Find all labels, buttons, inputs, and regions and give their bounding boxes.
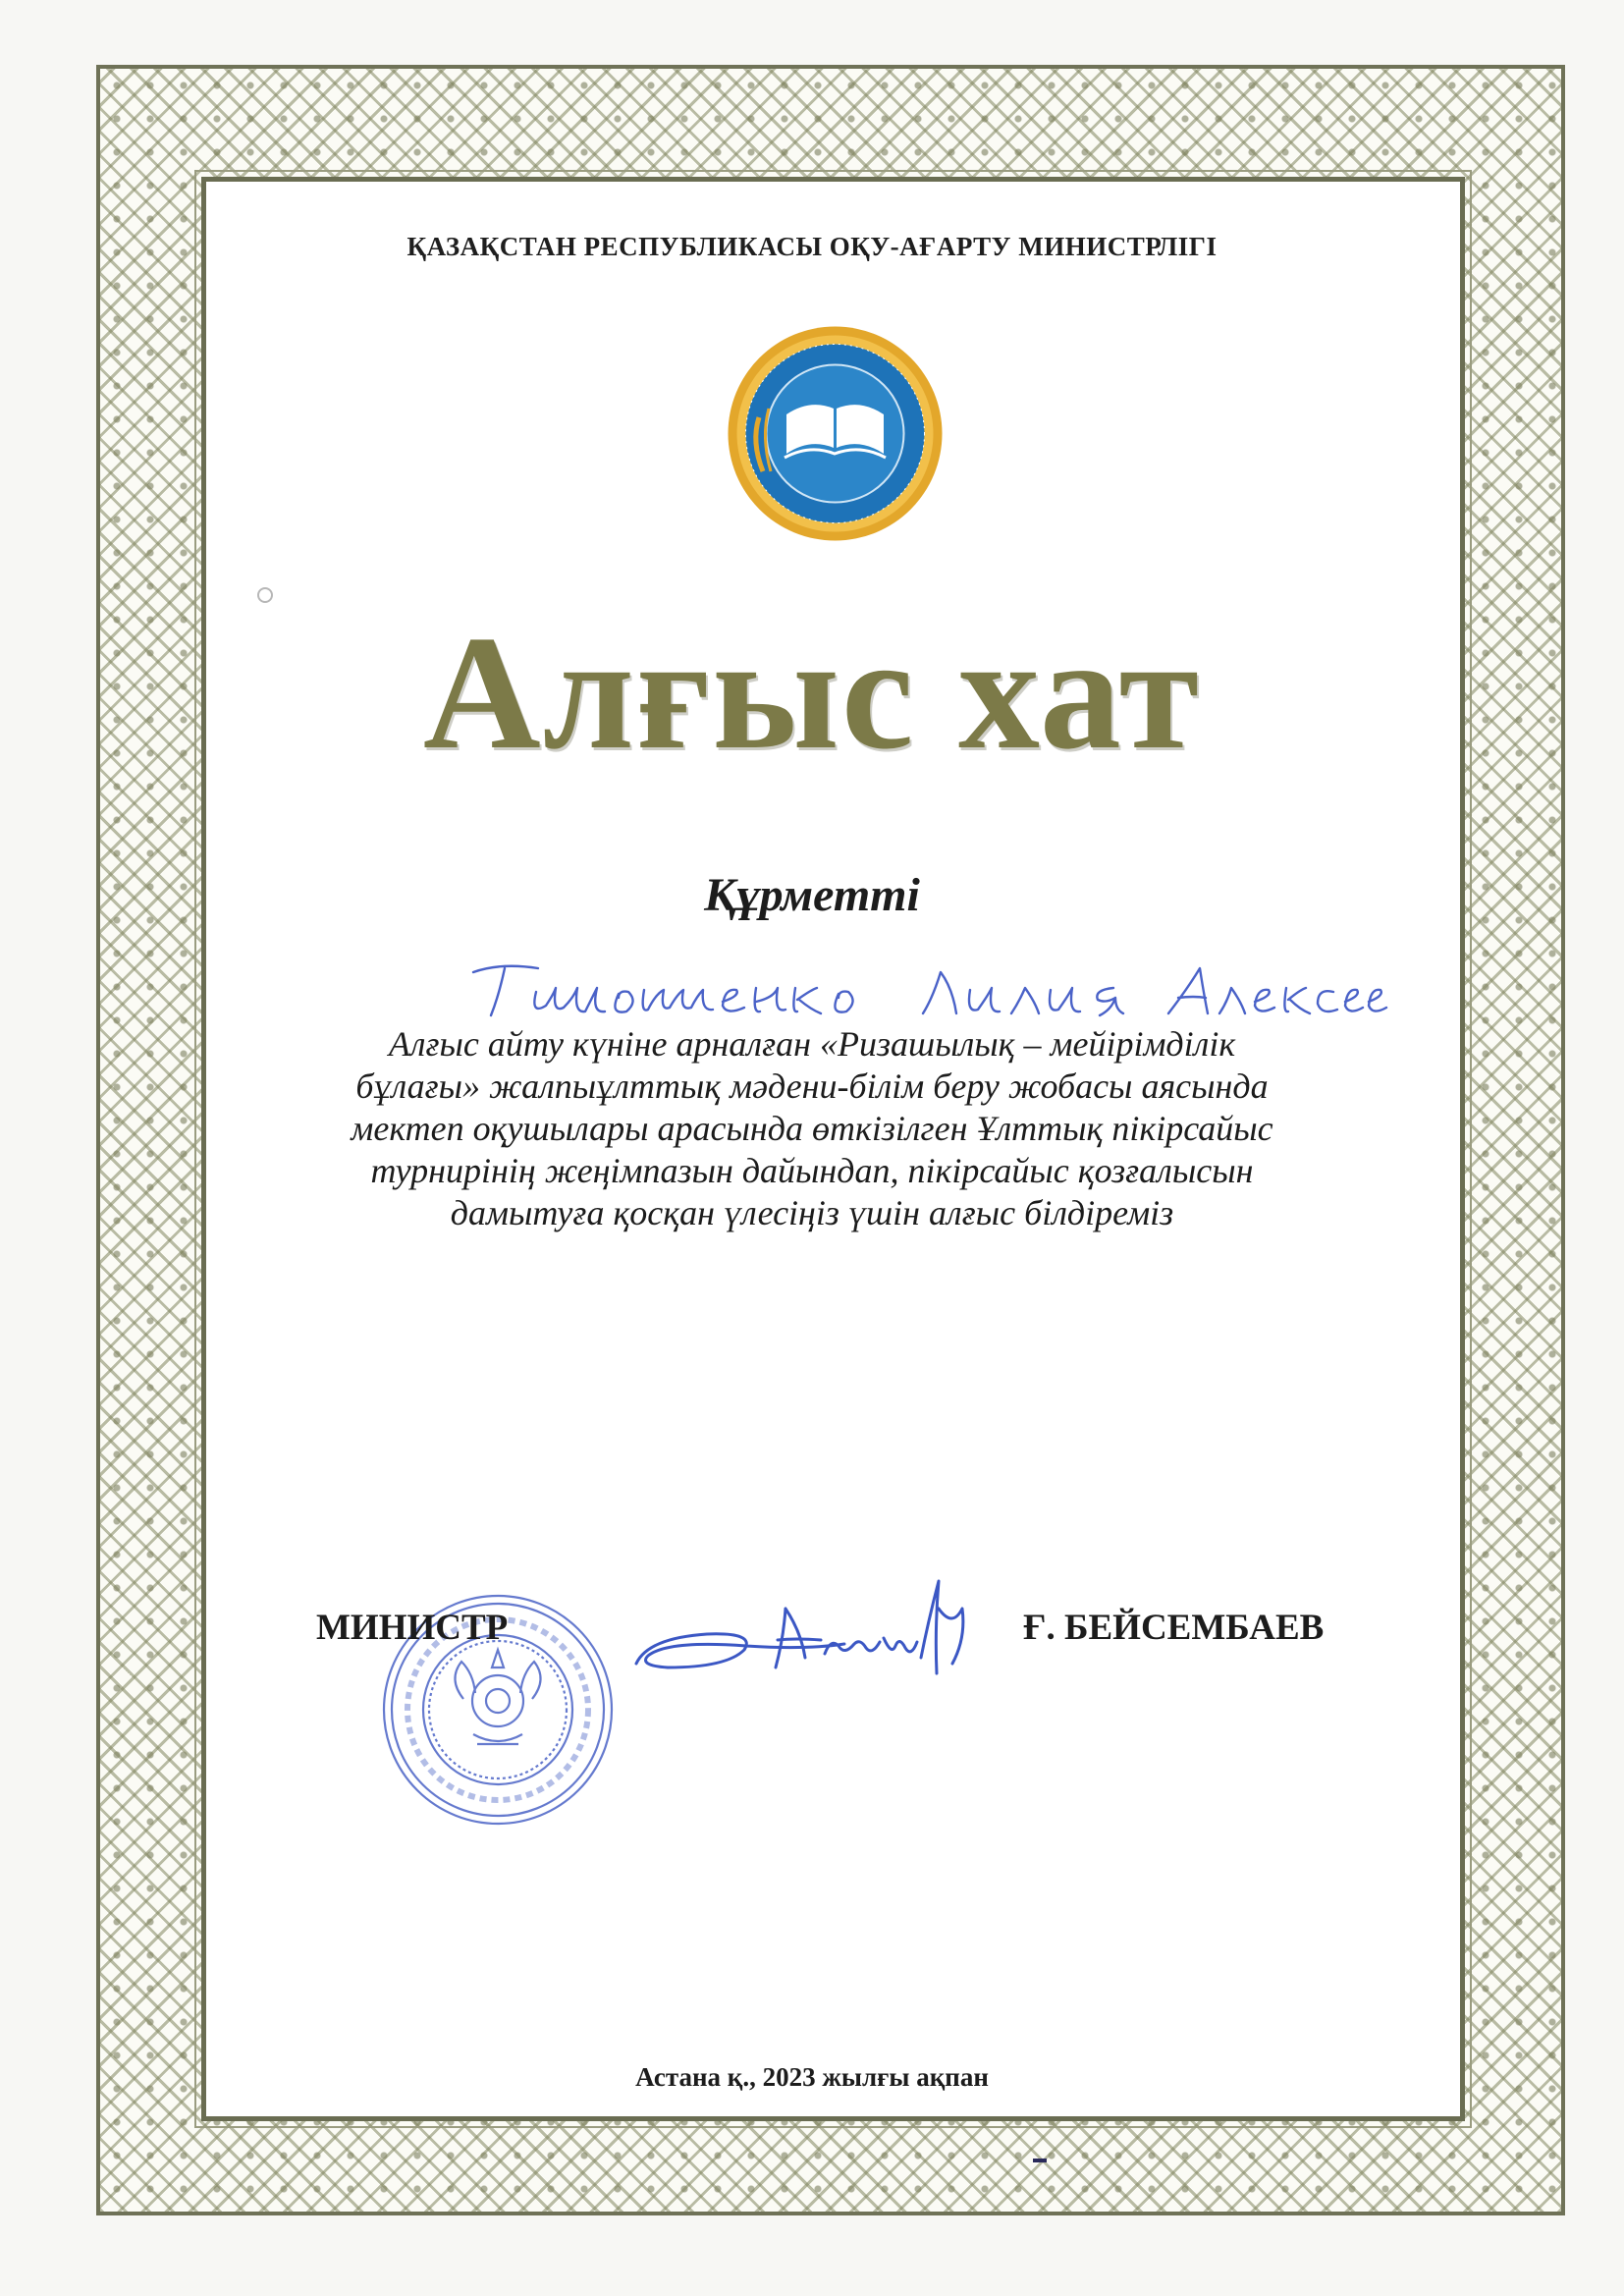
certificate-title: Алғыс хат bbox=[422, 602, 1202, 783]
minister-label: МИНИСТР bbox=[316, 1608, 509, 1648]
scan-mark bbox=[1033, 2159, 1047, 2162]
honorific: Құрметті bbox=[704, 869, 920, 921]
certificate-body-text: Алғыс айту күніне арналған «Ризашылық – мейірімділік бұлағы» жалпыұлттық мәдени-білім беру жобасы аясында мектеп оқушылары арасында өткізілген Ұлттық пікірсайыс турнирінің жеңімпазын дайындап, пікірсайыс қозғалысын дамытуға қосқан үлесіңіз үшін алғыс білдіреміз bbox=[351, 1024, 1273, 1232]
handwritten-signature bbox=[628, 1569, 972, 1687]
ministry-heading: ҚАЗАҚСТАН РЕСПУБЛИКАСЫ ОҚУ-АҒАРТУ МИНИСТРЛІГІ bbox=[406, 232, 1218, 261]
ministry-emblem-icon bbox=[726, 324, 945, 543]
handwritten-name-drawing bbox=[461, 958, 1404, 1027]
place-and-date: Астана қ., 2023 жылғы ақпан bbox=[635, 2062, 989, 2092]
minister-name: Ғ. БЕЙСЕМБАЕВ bbox=[1023, 1608, 1325, 1648]
recipient-name-handwritten bbox=[461, 958, 1404, 1027]
